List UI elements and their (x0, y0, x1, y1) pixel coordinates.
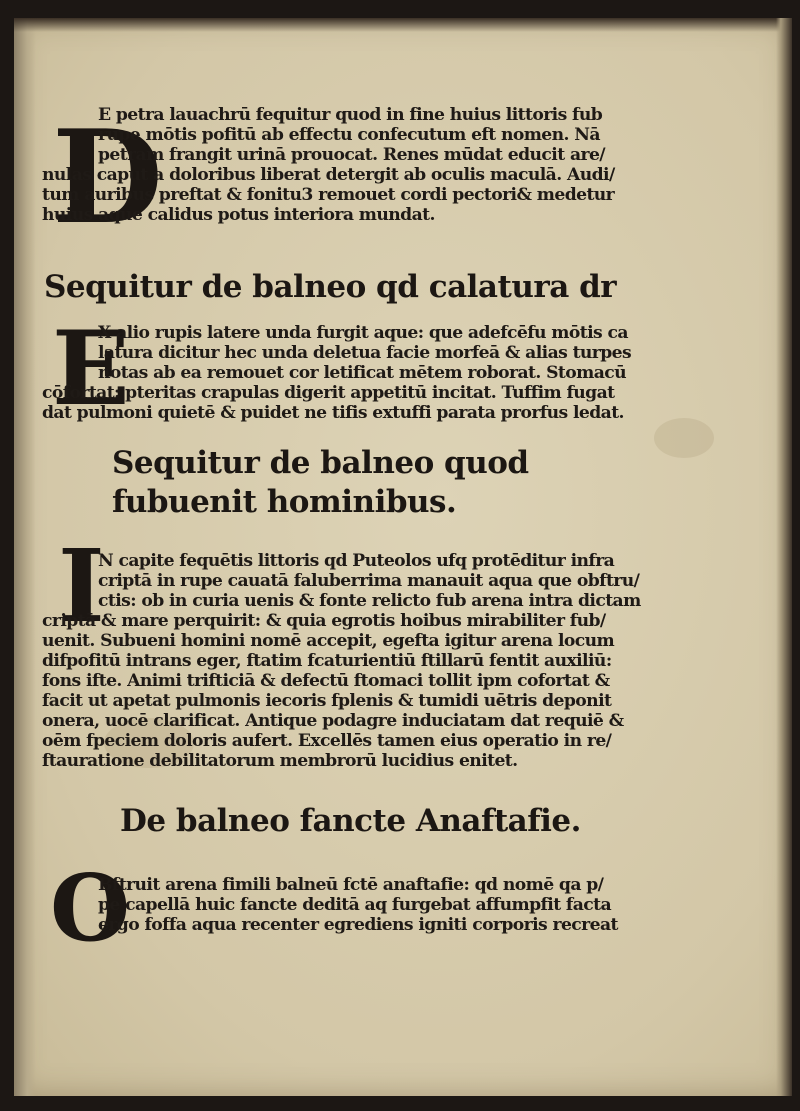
text-line: notas ab ea remouet cor letificat mētem roborat. Stomacū (98, 363, 626, 383)
text-line: Bftruit arena fimili balneū fctē anaftafie: qd nomē qa p/ (98, 875, 604, 895)
drop-cap-initial: D (52, 103, 163, 253)
text-line: criptā & mare perquirit: & quia egrotis hoibus mirabiliter fub/ (42, 611, 606, 631)
paragraph-subueni-homini (42, 551, 641, 771)
text-line: uenit. Subueni homini nomē accepit, egefta igitur arena locum (42, 631, 615, 651)
page-top-edge (14, 18, 792, 32)
text-line: onera, uocē clarificat. Antique podagre induciatam dat requiē & (42, 711, 624, 731)
text-line: rupe mōtis pofitū ab effectu confecutum eft nomen. Nā (98, 125, 600, 145)
text-line: ftauratione debilitatorum membrorū lucidius enitet. (42, 751, 518, 771)
paragraph-calatura (42, 323, 632, 423)
text-line: huius aque calidus potus interiora mundat. (42, 205, 435, 225)
paragraph-balneum-petra (42, 105, 615, 225)
text-line: oēm fpeciem doloris aufert. Excellēs tamen eius operatio in re/ (42, 731, 612, 751)
text-line: tum auribus preftat & fonitu3 remouet cordi pectori& medetur (42, 185, 615, 205)
text-line: X alio rupis latere unda furgit aque: que adefcēfu mōtis ca (98, 323, 628, 343)
text-line: difpofitū intrans eger, ftatim fcaturientiū ftillarū fentit auxiliū: (42, 651, 612, 671)
section-heading-line2: fubuenit hominibus. (112, 484, 457, 520)
text-line: pe capellā huic fancte deditā aq furgebat affumpfit facta (98, 895, 612, 915)
page-gutter (14, 18, 36, 1096)
section-heading: De balneo fancte Anaftafie. (120, 803, 581, 839)
text-line: criptā in rupe cauatā faluberrima manauit aqua que obftru/ (98, 571, 640, 591)
drop-cap-initial: O (50, 854, 131, 962)
text-line: nulas caput a doloribus liberat detergit ab oculis maculā. Audi/ (42, 165, 615, 185)
drop-cap-initial: E (52, 309, 130, 429)
paragraph-anastasia (42, 875, 618, 935)
text-line: N capite fequētis littoris qd Puteolos ufq protēditur infra (98, 551, 615, 571)
text-line: facit ut apetat pulmonis iecoris fplenis & tumidi uētris deponit (42, 691, 612, 711)
text-line: dat pulmoni quietē & puidet ne tifis extuffi parata prorfus ledat. (42, 403, 624, 423)
paper-stain (654, 418, 714, 458)
text-line: ctis: ob in curia uenis & fonte relicto fub arena intra dictam (98, 591, 641, 611)
section-heading: Sequitur de balneo qd calatura dr (44, 269, 617, 305)
text-line: E petra lauachrū fequitur quod in fine huius littoris fub (98, 105, 603, 125)
text-line: petram frangit urinā prouocat. Renes mūdat educit are/ (98, 145, 605, 165)
drop-cap-initial: I (58, 527, 105, 645)
section-heading-line1: Sequitur de balneo quod (112, 445, 529, 481)
page-fore-edge (776, 18, 792, 1096)
text-line: latura dicitur hec unda deletua facie morfeā & alias turpes (98, 343, 632, 363)
text-line: ergo foffa aqua recenter egrediens igniti corporis recreat (98, 915, 618, 935)
text-line: fons ifte. Animi trifticiā & defectū ftomaci tollit ipm cofortat & (42, 671, 610, 691)
text-line: cōfortat: pteritas crapulas digerit appetitū incitat. Tuffim fugat (42, 383, 615, 403)
